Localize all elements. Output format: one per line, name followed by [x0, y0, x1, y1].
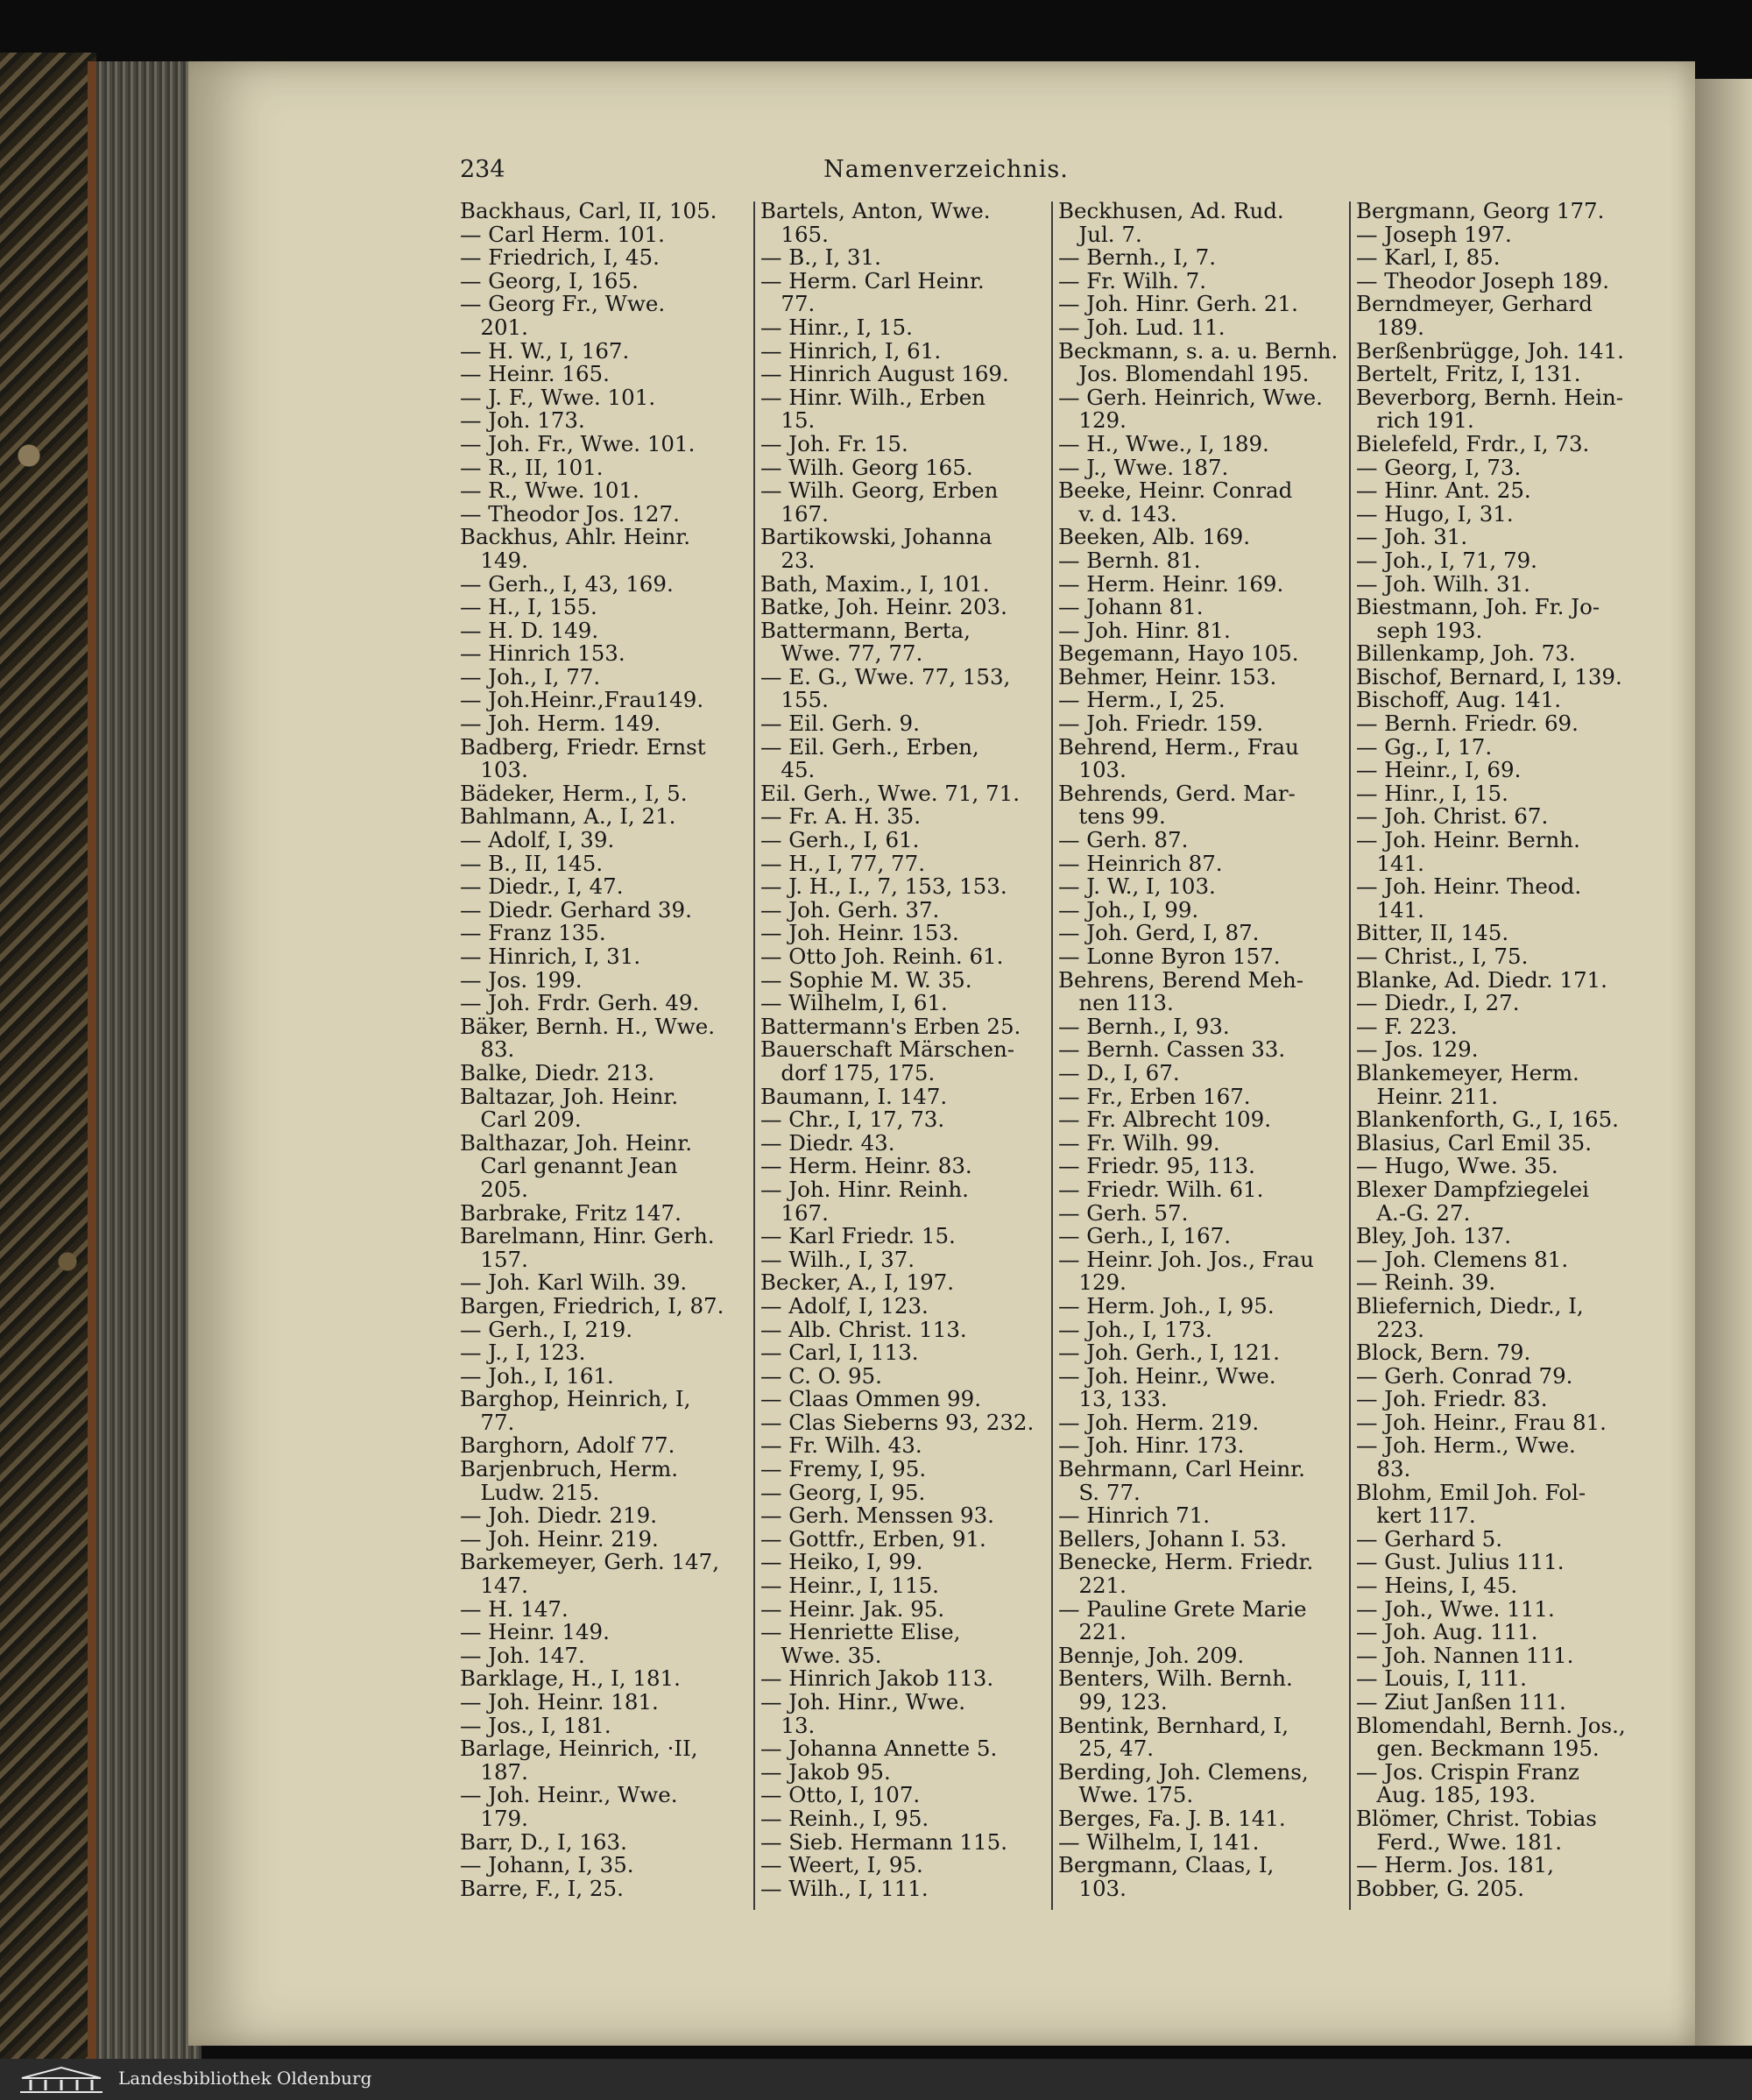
- index-column-1: Backhaus, Carl, II, 105. — Carl Herm. 101. — Friedrich, I, 45. — Georg, I, 165. — Georg Fr., Wwe. 201. — H. W., I, 167. — Heinr. 165. — J. F., Wwe. 101. — Joh. 173. — Joh. Fr., Wwe. 101. — R., II, 101. — R., Wwe. 101. — Theodor Jos. 127. Backhus, Ahlr. Heinr. 149. — Gerh., I, 43, 169. — H., I, 155. — H. D. 149. — Hinrich 153. — Joh., I, 77. — Joh.Heinr.,Frau149. — Joh. Herm. 149. Badberg, Friedr. Ernst 103. Bädeker, Herm., I, 5. Bahlmann, A., I, 21. — Adolf, I, 39. — B., II, 145. — Diedr., I, 47. — Diedr. Gerhard 39. — Franz 135. — Hinrich, I, 31. — Jos. 199. — Joh. Frdr. Gerh. 49. Bäker, Bernh. H., Wwe. 83. Balke, Diedr. 213. Baltazar, Joh. Heinr. Carl 209. Balthazar, Joh. Heinr. Carl genannt Jean 205. Barbrake, Fritz 147. Barelmann, Hinr. Gerh. 157. — Joh. Karl Wilh. 39. Bargen, Friedrich, I, 87. — Gerh., I, 219. — J., I, 123. — Joh., I, 161. Barghop, Heinrich, I, 77. Barghorn, Adolf 77. Barjenbruch, Herm. Ludw. 215. — Joh. Diedr. 219. — Joh. Heinr. 219. Barkemeyer, Gerh. 147, 147. — H. 147. — Heinr. 149. — Joh. 147. Barklage, H., I, 181. — Joh. Heinr. 181. — Jos., I, 181. Barlage, Heinrich, ·II, 187. — Joh. Heinr., Wwe. 179. Barr, D., I, 163. — Johann, I, 35. Barre, F., I, 25.: [460, 200, 724, 1901]
- column-divider: [1051, 202, 1053, 1910]
- page-number: 234: [460, 156, 505, 183]
- marbled-cover: [0, 53, 96, 2068]
- column-divider: [1349, 202, 1351, 1910]
- column-divider: [753, 202, 755, 1910]
- index-column-2: Bartels, Anton, Wwe. 165. — B., I, 31. — Herm. Carl Heinr. 77. — Hinr., I, 15. — Hinrich, I, 61. — Hinrich August 169. — Hinr. Wilh., Erben 15. — Joh. Fr. 15. — Wilh. Georg 165. — Wilh. Georg, Erben 167. Bartikowski, Johanna 23. Bath, Maxim., I, 101. Batke, Joh. Heinr. 203. Battermann, Berta, Wwe. 77, 77. — E. G., Wwe. 77, 153, 155. — Eil. Gerh. 9. — Eil. Gerh., Erben, 45. Eil. Gerh., Wwe. 71, 71. — Fr. A. H. 35. — Gerh., I, 61. — H., I, 77, 77. — J. H., I., 7, 153, 153. — Joh. Gerh. 37. — Joh. Heinr. 153. — Otto Joh. Reinh. 61. — Sophie M. W. 35. — Wilhelm, I, 61. Battermann's Erben 25. Bauerschaft Märschen- dorf 175, 175. Baumann, I. 147. — Chr., I, 17, 73. — Diedr. 43. — Herm. Heinr. 83. — Joh. Hinr. Reinh. 167. — Karl Friedr. 15. — Wilh., I, 37. Becker, A., I, 197. — Adolf, I, 123. — Alb. Christ. 113. — Carl, I, 113. — C. O. 95. — Claas Ommen 99. — Clas Sieberns 93, 232. — Fr. Wilh. 43. — Fremy, I, 95. — Georg, I, 95. — Gerh. Menssen 93. — Gottfr., Erben, 91. — Heiko, I, 99. — Heinr., I, 115. — Heinr. Jak. 95. — Henriette Elise, Wwe. 35. — Hinrich Jakob 113. — Joh. Hinr., Wwe. 13. — Johanna Annette 5. — Jakob 95. — Otto, I, 107. — Reinh., I, 95. — Sieb. Hermann 115. — Weert, I, 95. — Wilh., I, 111.: [760, 200, 1035, 1901]
- library-name: Landesbibliothek Oldenburg: [118, 2068, 372, 2089]
- index-column-3: Beckhusen, Ad. Rud. Jul. 7. — Bernh., I, 7. — Fr. Wilh. 7. — Joh. Hinr. Gerh. 21. — Joh. Lud. 11. Beckmann, s. a. u. Bernh. Jos. Blomendahl 195. — Gerh. Heinrich, Wwe. 129. — H., Wwe., I, 189. — J., Wwe. 187. Beeke, Heinr. Conrad v. d. 143. Beeken, Alb. 169. — Bernh. 81. — Herm. Heinr. 169. — Johann 81. — Joh. Hinr. 81. Begemann, Hayo 105. Behmer, Heinr. 153. — Herm., I, 25. — Joh. Friedr. 159. Behrend, Herm., Frau 103. Behrends, Gerd. Mar- tens 99. — Gerh. 87. — Heinrich 87. — J. W., I, 103. — Joh., I, 99. — Joh. Gerd, I, 87. — Lonne Byron 157. Behrens, Berend Meh- nen 113. — Bernh., I, 93. — Bernh. Cassen 33. — D., I, 67. — Fr., Erben 167. — Fr. Albrecht 109. — Fr. Wilh. 99. — Friedr. 95, 113. — Friedr. Wilh. 61. — Gerh. 57. — Gerh., I, 167. — Heinr. Joh. Jos., Frau 129. — Herm. Joh., I, 95. — Joh., I, 173. — Joh. Gerh., I, 121. — Joh. Heinr., Wwe. 13, 133. — Joh. Herm. 219. — Joh. Hinr. 173. Behrmann, Carl Heinr. S. 77. — Hinrich 71. Bellers, Johann I. 53. Benecke, Herm. Friedr. 221. — Pauline Grete Marie 221. Bennje, Joh. 209. Benters, Wilh. Bernh. 99, 123. Bentink, Bernhard, I, 25, 47. Berding, Joh. Clemens, Wwe. 175. Berges, Fa. J. B. 141. — Wilhelm, I, 141. Bergmann, Claas, I, 103.: [1058, 200, 1339, 1901]
- page-edges: [88, 61, 201, 2059]
- facing-page-edge: [1695, 79, 1752, 2046]
- running-title: Namenverzeichnis.: [823, 156, 1069, 183]
- library-building-icon: [18, 2066, 105, 2097]
- index-column-4: Bergmann, Georg 177. — Joseph 197. — Karl, I, 85. — Theodor Joseph 189. Berndmeyer, Gerhard 189. Berßenbrügge, Joh. 141. Bertelt, Fritz, I, 131. Beverborg, Bernh. Hein- rich 191. Bielefeld, Frdr., I, 73. — Georg, I, 73. — Hinr. Ant. 25. — Hugo, I, 31. — Joh. 31. — Joh., I, 71, 79. — Joh. Wilh. 31. Biestmann, Joh. Fr. Jo- seph 193. Billenkamp, Joh. 73. Bischof, Bernard, I, 139. Bischoff, Aug. 141. — Bernh. Friedr. 69. — Gg., I, 17. — Heinr., I, 69. — Hinr., I, 15. — Joh. Christ. 67. — Joh. Heinr. Bernh. 141. — Joh. Heinr. Theod. 141. Bitter, II, 145. — Christ., I, 75. Blanke, Ad. Diedr. 171. — Diedr., I, 27. — F. 223. — Jos. 129. Blankemeyer, Herm. Heinr. 211. Blankenforth, G., I, 165. Blasius, Carl Emil 35. — Hugo, Wwe. 35. Blexer Dampfziegelei A.-G. 27. Bley, Joh. 137. — Joh. Clemens 81. — Reinh. 39. Bliefernich, Diedr., I, 223. Block, Bern. 79. — Gerh. Conrad 79. — Joh. Friedr. 83. — Joh. Heinr., Frau 81. — Joh. Herm., Wwe. 83. Blohm, Emil Joh. Fol- kert 117. — Gerhard 5. — Gust. Julius 111. — Heins, I, 45. — Joh., Wwe. 111. — Joh. Aug. 111. — Joh. Nannen 111. — Louis, I, 111. — Ziut Janßen 111. Blomendahl, Bernh. Jos., gen. Beckmann 195. — Jos. Crispin Franz Aug. 185, 193. Blömer, Christ. Tobias Ferd., Wwe. 181. — Herm. Jos. 181, Bobber, G. 205.: [1356, 200, 1626, 1901]
- footer-bar: [0, 2059, 1752, 2100]
- page-header: [263, 156, 1629, 191]
